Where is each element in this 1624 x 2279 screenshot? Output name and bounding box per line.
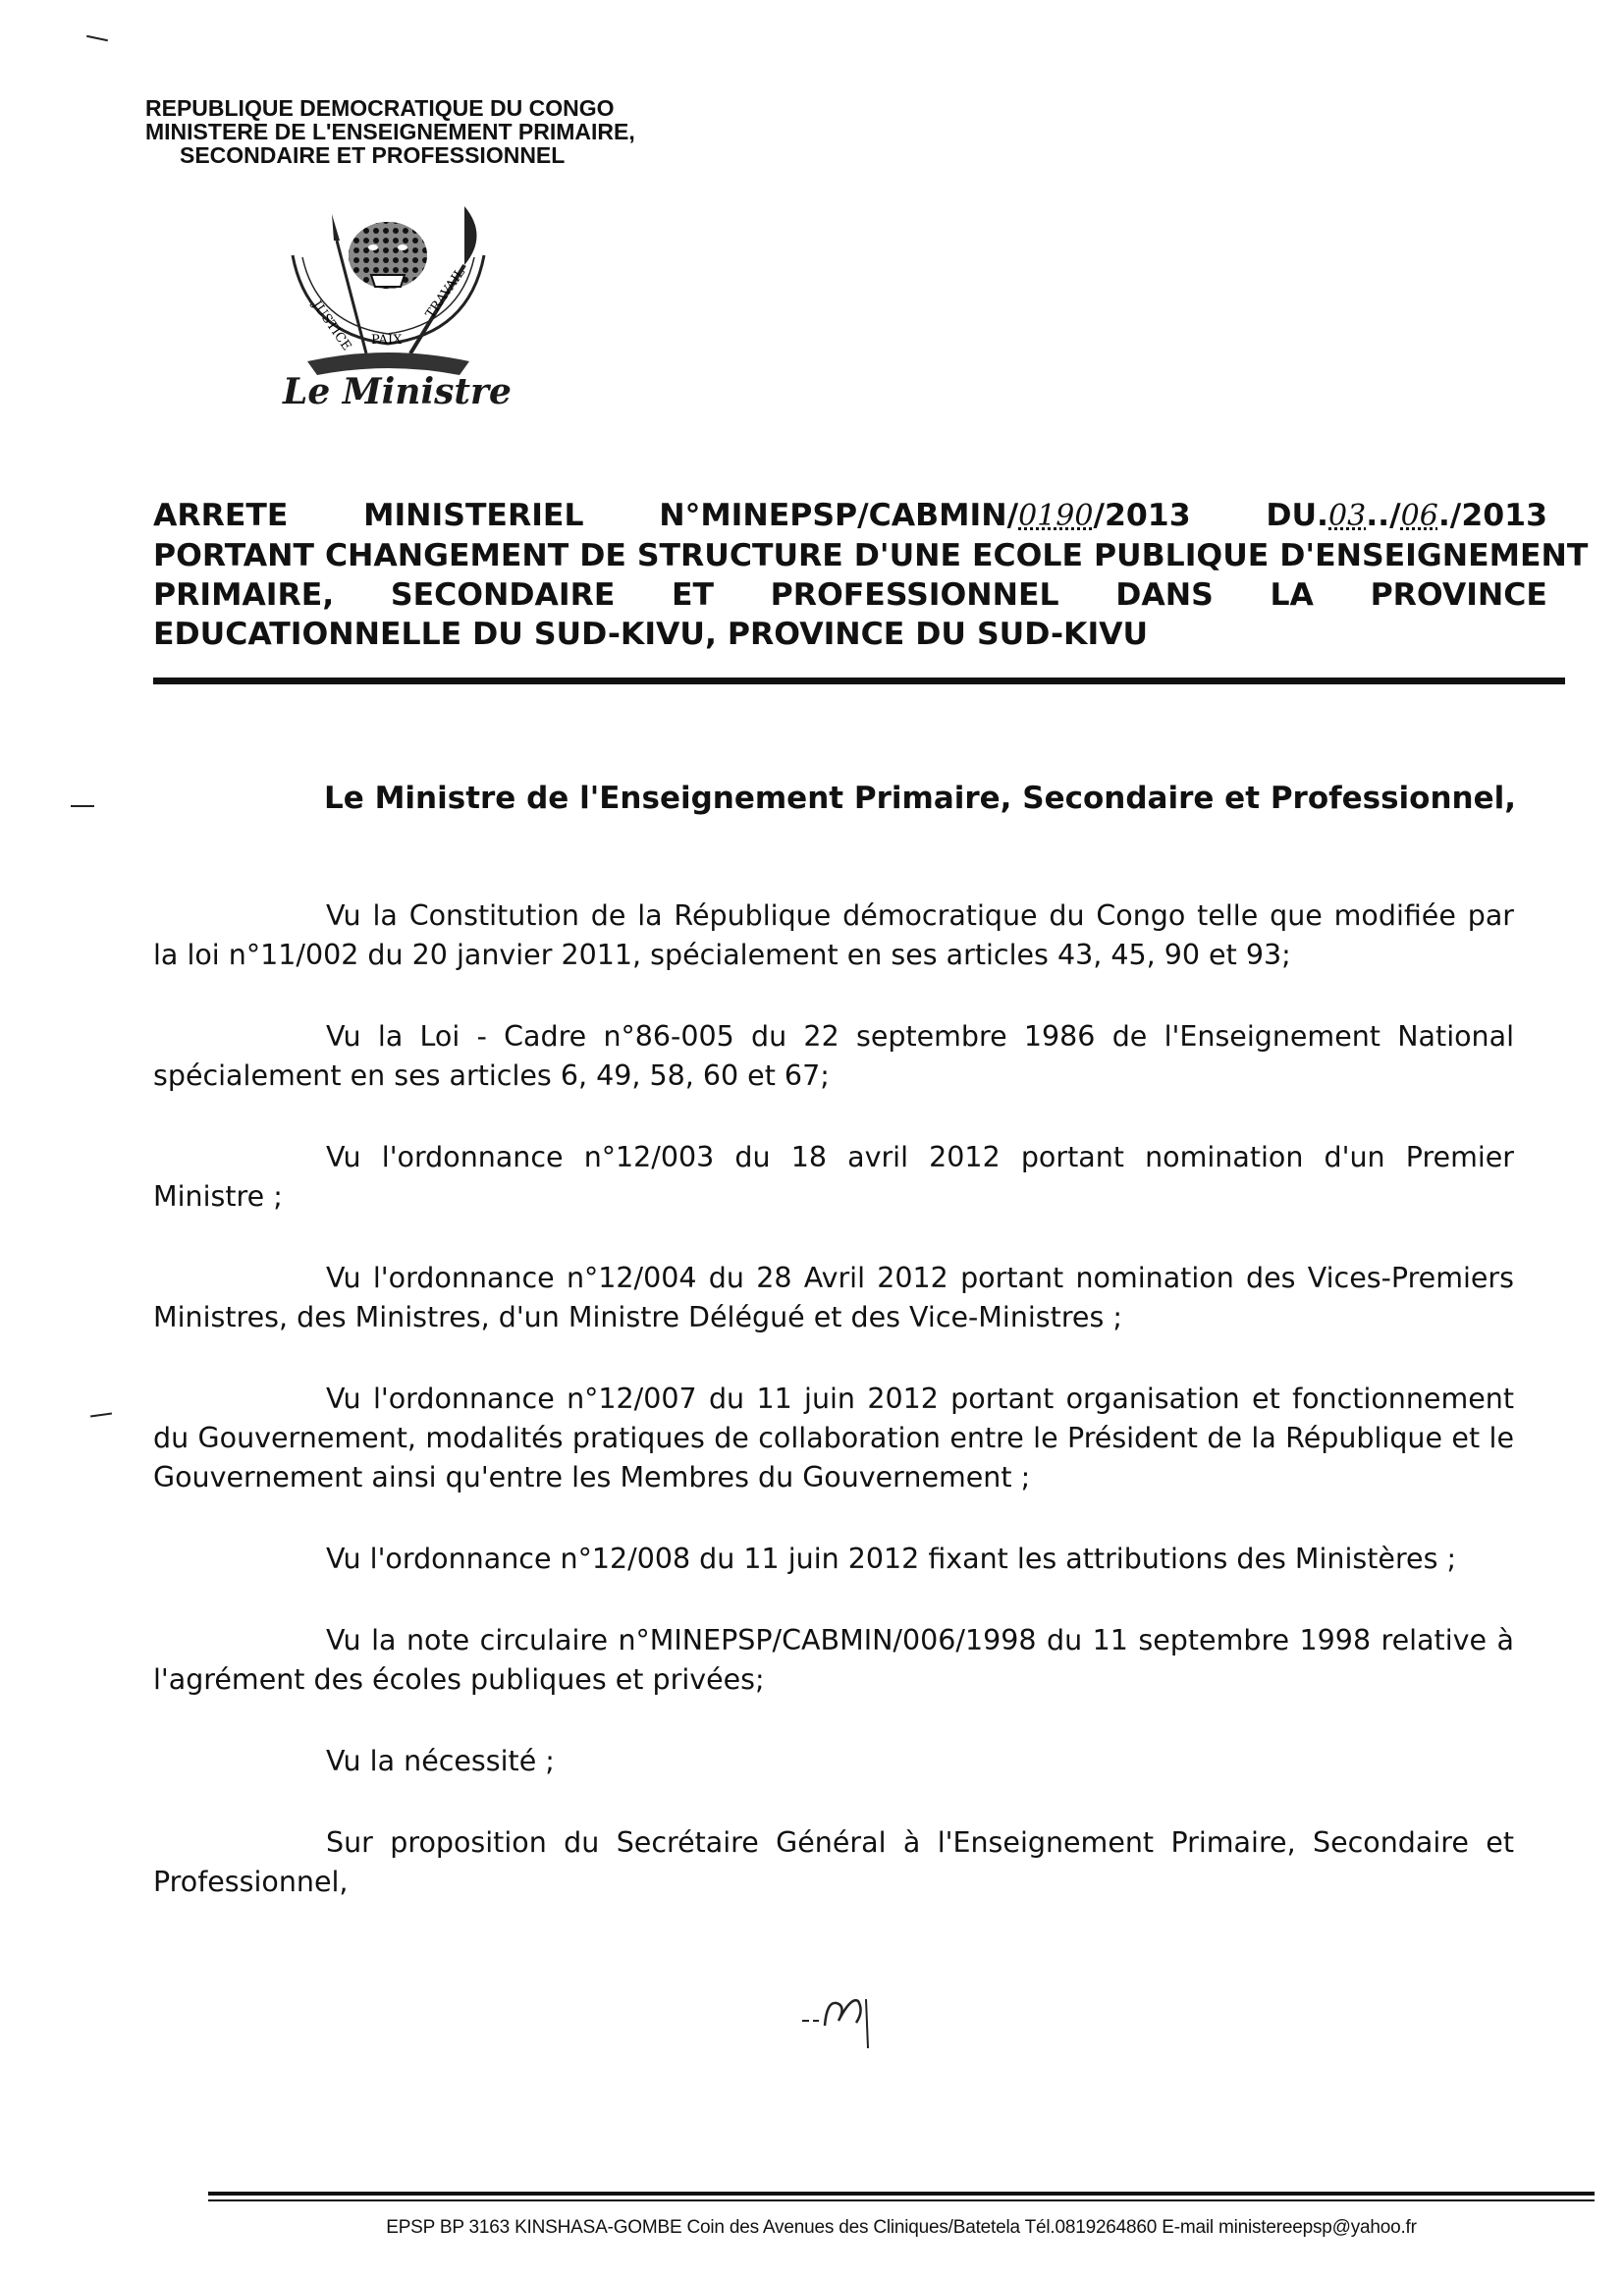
title-word: ARRETE [153,498,289,533]
document-body [153,896,1514,1902]
handwritten-number: 0190 [1018,499,1094,533]
country-name: REPUBLIQUE DEMOCRATIQUE DU CONGO [145,95,615,121]
scan-mark [90,1412,112,1417]
handwritten-initial [797,1981,876,2050]
decree-number: N°MINEPSP/CABMIN/0190/2013 [659,498,1191,533]
considerant-paragraph: Vu l'ordonnance n°12/004 du 28 Avril 2012 portant nomination des Vices-Premiers Ministres, des Ministres, d'un Ministre Délégué et des Vice-Ministres ; [153,1262,1514,1333]
emblem-motto-right: TRAVAIL [422,265,469,322]
scan-mark [71,805,94,807]
considerant-paragraph: Vu l'ordonnance n°12/003 du 18 avril 2012 portant nomination d'un Premier Ministre ; [153,1141,1514,1213]
handwritten-day: 03 [1328,499,1367,533]
title-line-4: EDUCATIONNELLE DU SUD-KIVU, PROVINCE DU SUD-KIVU [153,617,1149,652]
considerant-paragraph: Vu la Constitution de la République démocratique du Congo telle que modifiée par la loi n°11/002 du 20 janvier 2011, spécialement en ses articles 43, 45, 90 et 93; [153,899,1514,971]
footer-divider-thin [208,2199,1595,2201]
decree-date: DU.03../06./2013 [1266,498,1547,533]
signature-block: Le Ministre [283,371,512,412]
leopard-coat-of-arms-icon [263,196,509,388]
emblem-motto-left: JUSTICE [308,298,354,354]
title-line-3: PRIMAIRE, SECONDAIRE ET PROFESSIONNEL DANS LA PROVINCE [153,577,1547,613]
considerant-paragraph: Vu l'ordonnance n°12/008 du 11 juin 2012 fixant les attributions des Ministères ; [326,1543,1457,1575]
letterhead [145,96,695,167]
title-line-1 [153,496,1547,536]
emblem-motto-center: PAIX [371,333,403,348]
considerant-paragraph: Vu la nécessité ; [326,1745,555,1777]
ministry-name-cont: SECONDAIRE ET PROFESSIONNEL [180,142,566,168]
title-word: MINISTERIEL [363,498,584,533]
preamble: Le Ministre de l'Enseignement Primaire, Secondaire et Professionnel, [324,781,1517,816]
considerant-paragraph: Vu la Loi - Cadre n°86-005 du 22 septembre 1986 de l'Enseignement National spécialement en ses articles 6, 49, 58, 60 et 67; [153,1020,1514,1092]
footer-contact: EPSP BP 3163 KINSHASA-GOMBE Coin des Avenues des Cliniques/Batetela Tél.0819264860 E-mail ministereepsp@yahoo.fr [386,2217,1417,2238]
considerant-paragraph: Sur proposition du Secrétaire Général à l'Enseignement Primaire, Secondaire et Professionnel, [153,1826,1514,1898]
title-divider [153,678,1565,684]
footer-divider [208,2192,1595,2196]
considerant-paragraph: Vu l'ordonnance n°12/007 du 11 juin 2012 portant organisation et fonctionnement du Gouvernement, modalités pratiques de collaboration entre le Président de la République et le Gouvernement ainsi qu'entre les Membres du Gouvernement ; [153,1383,1514,1493]
handwritten-month: 06 [1400,499,1438,533]
considerant-paragraph: Vu la note circulaire n°MINEPSP/CABMIN/006/1998 du 11 septembre 1998 relative à l'agrément des écoles publiques et privées; [153,1624,1514,1696]
scan-mark [86,35,108,42]
title-line-2: PORTANT CHANGEMENT DE STRUCTURE D'UNE ECOLE PUBLIQUE D'ENSEIGNEMENT [153,538,1589,573]
decree-title [153,496,1589,654]
ministry-name: MINISTERE DE L'ENSEIGNEMENT PRIMAIRE, [145,119,635,144]
